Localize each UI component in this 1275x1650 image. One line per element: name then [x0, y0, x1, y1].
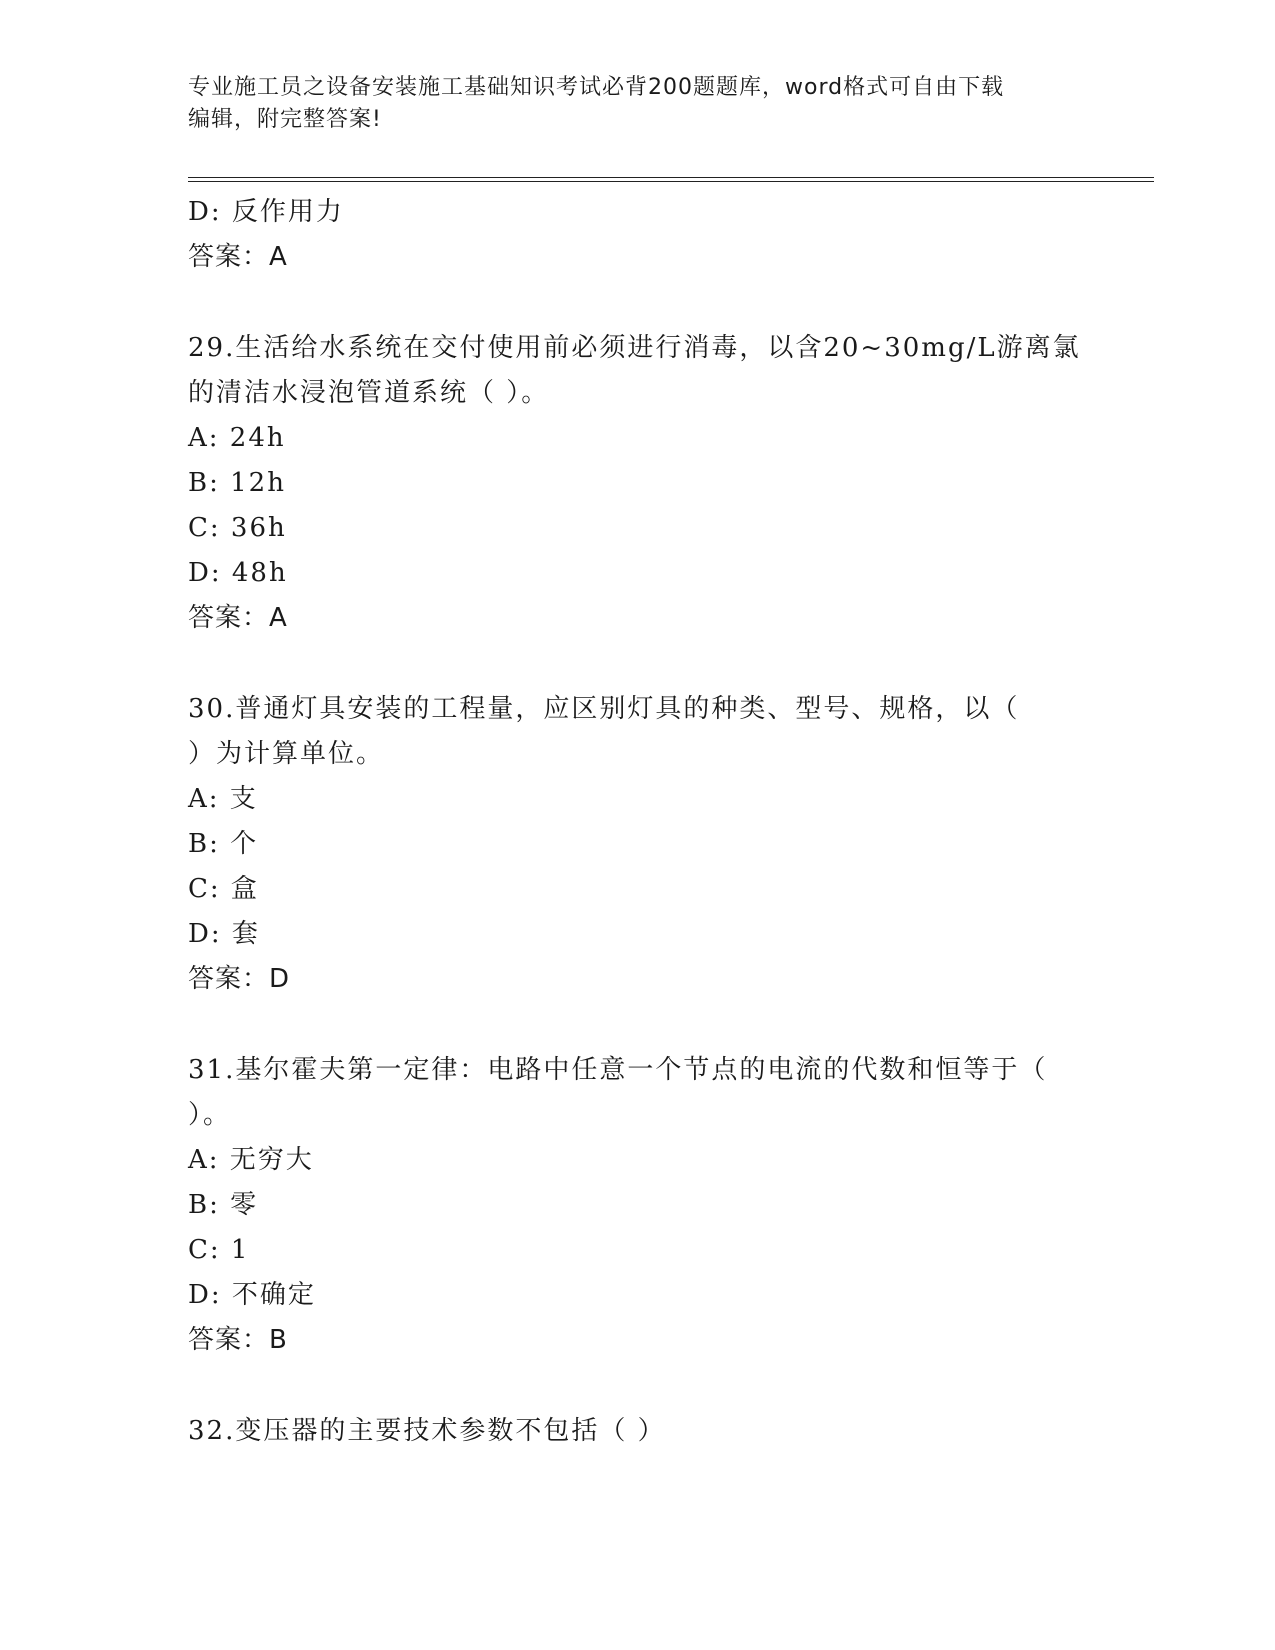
option-c: C: 36h: [188, 513, 287, 543]
answer: 答案：A: [188, 603, 288, 633]
option-b: B: 零: [188, 1190, 259, 1220]
answer: 答案：D: [188, 964, 291, 994]
question-text-line: 30.普通灯具安装的工程量，应区别灯具的种类、型号、规格，以（: [188, 694, 1020, 724]
header-title-line-2: 编辑，附完整答案!: [188, 107, 382, 132]
option-d: D: 不确定: [188, 1280, 316, 1310]
question-text-line: 32.变压器的主要技术参数不包括（ ）: [188, 1416, 666, 1446]
option-b: B: 12h: [188, 468, 286, 498]
question-30: [188, 687, 1098, 1002]
option-a: A: 无穷大: [188, 1145, 314, 1175]
header-double-rule: [188, 177, 1154, 182]
question-text-line: 31.基尔霍夫第一定律：电路中任意一个节点的电流的代数和恒等于（: [188, 1055, 1048, 1085]
question-text-line: 29.生活给水系统在交付使用前必须进行消毒，以含20~30mg/L游离氯: [188, 333, 1081, 363]
question-text-line: ）。: [188, 1100, 232, 1130]
document-header: [188, 72, 1088, 136]
question-32: [188, 1409, 1098, 1454]
prev-option-d: D: 反作用力: [188, 197, 344, 227]
question-text-line: 的清洁水浸泡管道系统（ ）。: [188, 378, 550, 408]
prev-answer: 答案：A: [188, 242, 288, 272]
question-31: [188, 1048, 1098, 1363]
option-a: A: 支: [188, 784, 258, 814]
header-title-line-1: 专业施工员之设备安装施工基础知识考试必背200题题库，word格式可自由下载: [188, 75, 1005, 100]
question-text-line: ）为计算单位。: [188, 739, 385, 769]
option-b: B: 个: [188, 829, 259, 859]
question-29: [188, 326, 1098, 641]
option-c: C: 盒: [188, 874, 259, 904]
answer: 答案：B: [188, 1325, 288, 1355]
option-d: D: 48h: [188, 558, 288, 588]
option-d: D: 套: [188, 919, 260, 949]
option-c: C: 1: [188, 1235, 250, 1265]
option-a: A: 24h: [188, 423, 286, 453]
question-content: [188, 190, 1098, 1454]
